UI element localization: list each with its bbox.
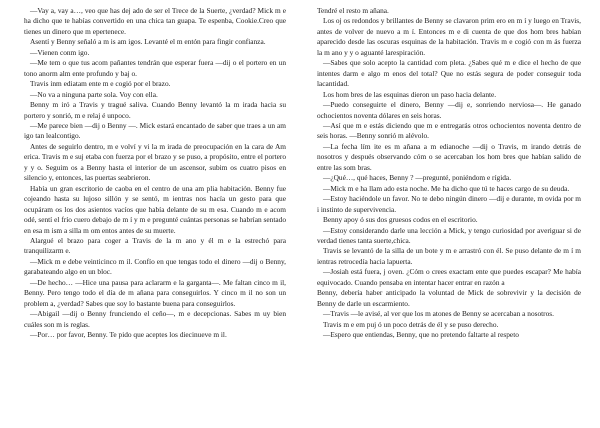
- paragraph: —Estoy considerando darle una lección a Mick, y tengo curiosidad por averiguar si de verdad tienes tanta suerte,chica.: [317, 225, 581, 245]
- paragraph: —Mick m e debe veinticinco m il. Confío en que tengas todo el dinero —dij o Benny, garabateando algo en un bloc.: [24, 256, 286, 277]
- paragraph: —Espero que entiendas, Benny, que no pretendo faltarte al respeto: [323, 330, 519, 340]
- paragraph: Benny m iró a Travis y tragué saliva. Cuando Benny levantó la m irada hacia su portero y sonrió, m e relaj é unpoco.: [24, 100, 286, 120]
- paragraph: —Sabes que solo acepto la cantidad com pleta. ¿Sabes qué m e dice el hecho de que intentes darm e algo m enos del total? Que no estás segura de poder conseguir toda lacantidad.: [317, 58, 581, 89]
- paragraph: —Abigail —dij o Benny frunciendo el ceño—, m e decepcionas. Sabes m uy bien cuáles son m is reglas.: [24, 309, 286, 329]
- left-page: [24, 6, 286, 341]
- right-page: [317, 6, 581, 341]
- paragraph: —¿Qué…, qué haces, Benny ? —pregunté, poniéndom e rígida.: [323, 173, 512, 183]
- paragraph: Benny, debería haber anticipado la voluntad de Mick de sobrevivir y la decisión de Benny de darle un escarmiento.: [317, 288, 581, 308]
- paragraph: —Josiah está fuera, j oven. ¿Cóm o crees exactam ente que puedes escapar? Me había equivocado. Cuando pensaba en intentar hacer entrar en razón a: [317, 267, 581, 287]
- paragraph: —Me tem o que tus acom pañantes tendrán que esperar fuera —dij o el portero en un tono anorm alm ente profundo y baj o.: [24, 58, 286, 78]
- paragraph: —De hecho… —Hice una pausa para aclararm e la garganta—. Me faltan cinco m il, Benny. Pero tengo todo el día de m añana para conseguirlos. Y cinco m il no son un problem a, ¿verdad? Sabes que soy lo bastante buena para conseguirlos.: [24, 277, 286, 308]
- paragraph: Tendré el resto m añana.: [317, 6, 389, 15]
- paragraph: Travis inm ediatam ente m e cogió por el brazo.: [30, 79, 171, 89]
- paragraph: —Estoy haciéndole un favor. No te debo ningún dinero —dij e durante, m ovida por m i instinto de supervivencia.: [317, 194, 581, 214]
- paragraph: Antes de seguirlo dentro, m e volví y vi la m irada de preocupación en la cara de Am erica. Travis m e suj etaba con fuerza por el brazo y se puso, a propósito, entre el portero y y o. Seguim os a Benny hasta el interior de un ascensor, subim os cuatro pisos en silencio y, entonces, las puertas seabrieron.: [24, 141, 286, 183]
- paragraph: Había un gran escritorio de caoba en el centro de una am plia habitación. Benny fue cojeando hasta su lujoso sillón y se sentó, m ientras nos hacía un gesto para que ocupáram os los dos asientos vacíos que había delante de su m esa. Cuando m e acom odé, sentí el frío cuero debajo de m í y m e pregunté cuántas personas se habrían sentado en esa m ism a silla m om entos antes de su muerte.: [24, 183, 286, 235]
- paragraph: —Travis —le avisé, al ver que los m atones de Benny se acercaban a nosotros.: [323, 309, 554, 319]
- paragraph: —Puedo conseguirte el dinero, Benny —dij e, sonriendo nerviosa—. He ganado ochocientos noventa dólares en seis horas.: [317, 100, 581, 120]
- paragraph: —Me parece bien —dij o Benny —. Mick estará encantado de saber que traes a un am igo tan lealcontigo.: [24, 120, 286, 141]
- paragraph: Los hom bres de las esquinas dieron un paso hacia delante.: [323, 89, 497, 99]
- paragraph: —La fecha lím ite es m añana a m edianoche —dij o Travis, m irando detrás de nosotros y después observando cóm o se acercaban los hom bres que habían salido de entre las som bras.: [317, 141, 581, 172]
- paragraph: Benny apoy ó sus dos gruesos codos en el escritorio.: [323, 215, 478, 225]
- paragraph: —Vay a, vay a…, veo que has dej ado de ser el Trece de la Suerte, ¿verdad? Mick m e ha dicho que te habías convertido en una chica tan guapa. Te espenba, Cookie.Creo que tienes un dinero que m epertenece.: [24, 6, 286, 36]
- paragraph: —Por… por favor, Benny. Te pido que aceptes los diecinueve m il.: [30, 330, 227, 340]
- paragraph: Travis m e em puj ó un poco detrás de él y se puso derecho.: [323, 319, 499, 329]
- paragraph: Asentí y Benny señaló a m is am igos. Levanté el m entón para fingir confianza.: [30, 37, 266, 47]
- paragraph: Alargué el brazo para coger a Travis de la m ano y él m e la estrechó para tranquilizarm e.: [24, 235, 286, 256]
- paragraph: Travis se levantó de la silla de un bote y m e arrastró con él. Se puso delante de m í m ientras retrocedía hacia lapuerta.: [317, 246, 581, 266]
- paragraph: —Vienen conm igo.: [30, 47, 90, 57]
- paragraph: Los oj os redondos y brillantes de Benny se clavaron prim ero en m í y luego en Travis, antes de volver de nuevo a m í. Entonces m e di cuenta de que dos hom bres habían aparecido desde las oscuras esquinas de la habitación. Travis m e cogió con m ás fuerza la m ano y y o aguanté larespiración.: [317, 16, 581, 57]
- paragraph: —No va a ninguna parte sola. Voy con ella.: [30, 89, 158, 99]
- paragraph: —Así que m e estás diciendo que m e entregarás otros ochocientos noventa dentro de seis horas. —Benny sonrió m alévolo.: [317, 120, 581, 141]
- paragraph: —Mick m e ha llam ado esta noche. Me ha dicho que tú te haces cargo de su deuda.: [323, 183, 570, 193]
